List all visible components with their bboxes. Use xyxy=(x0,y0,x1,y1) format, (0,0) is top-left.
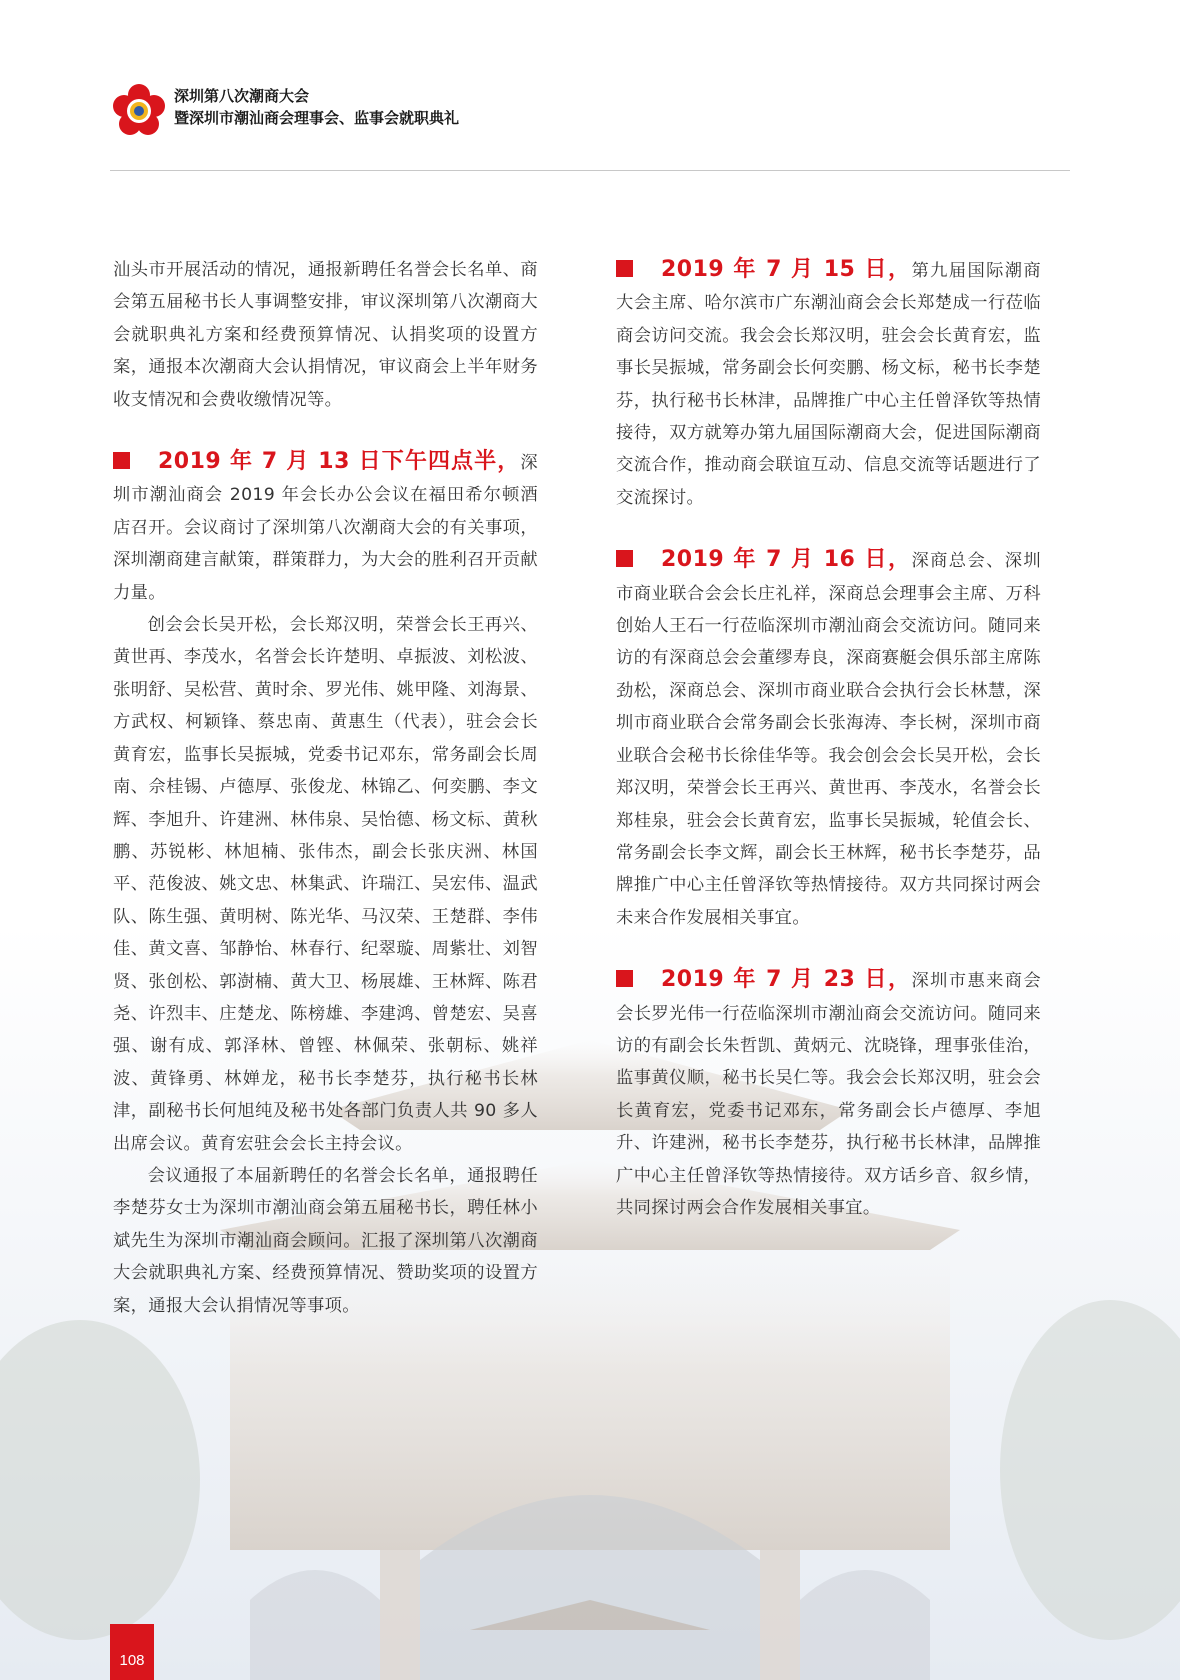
entry-text: 深商总会、深圳市商业联合会会长庄礼祥，深商总会理事会主席、万科创始人王石一行莅临深圳市潮汕商会交流访问。随同来访的有深商总会会董缪寿良，深商赛艇会俱乐部主席陈劲松，深商总会、深圳市商业联合会执行会长林慧，深圳市商业联合会常务副会长张海涛、李长树，深圳市商业联合会秘书长徐佳华等。我会创会会长吴开松，会长郑汉明，荣誉会长王再兴、黄世再、李茂水，名誉会长郑桂泉，驻会会长黄育宏，监事长吴振城，轮值会长、常务副会长李文辉，副会长王林辉，秘书长李楚芬，品牌推广中心主任曾泽钦等热情接待。双方共同探讨两会未来合作发展相关事宜。 xyxy=(616,551,1042,928)
entry-paragraph xyxy=(616,544,1041,934)
entry-paragraph-attendees: 创会会长吴开松，会长郑汉明，荣誉会长王再兴、黄世再、李茂水，名誉会长许楚明、卓振波、刘松波、张明舒、吴松营、黄时余、罗光伟、姚甲隆、刘海景、方武权、柯颖锋、蔡忠南、黄惠生（代表），驻会会长黄育宏，监事长吴振城，党委书记邓东，常务副会长周南、佘桂锡、卢德厚、张俊龙、林锦乙、何奕鹏、李文辉、李旭升、许建洲、林伟泉、吴怡德、杨文标、黄秋鹏、苏锐彬、林旭楠、张伟杰，副会长张庆洲、林国平、范俊波、姚文忠、林集武、许瑞江、吴宏伟、温武队、陈生强、黄明树、陈光华、马汉荣、王楚群、李伟佳、黄文喜、邹静怡、林春行、纪翠璇、周紫壮、刘智贤、张创松、郭澍楠、黄大卫、杨展雄、王林辉、陈君尧、许烈丰、庄楚龙、陈榜雄、李建鸿、曾楚宏、吴喜强、谢有成、郭泽林、曾铿、林佩荣、张朝标、姚祥波、黄锋勇、林婵龙，秘书长李楚芬，执行秘书长林津，副秘书长何旭纯及秘书处各部门负责人共 90 多人出席会议。黄育宏驻会会长主持会议。 xyxy=(113,615,538,1154)
entry-date: 2019 年 7 月 23 日， xyxy=(661,967,912,993)
red-square-bullet-icon xyxy=(616,550,633,567)
flower-logo-icon xyxy=(110,82,168,140)
entry-paragraph xyxy=(616,964,1041,1224)
news-entry-0713 xyxy=(113,446,538,1322)
entry-paragraph-summary: 会议通报了本届新聘任的名誉会长名单，通报聘任李楚芬女士为深圳市潮汕商会第五届秘书长，聘任林小斌先生为深圳市潮汕商会顾问。汇报了深圳第八次潮商大会就职典礼方案、经费预算情况、赞助奖项的设置方案，通报大会认捐情况等事项。 xyxy=(113,1165,538,1316)
entry-lead-paragraph xyxy=(113,446,538,609)
news-entry-0715 xyxy=(616,254,1041,514)
header-divider xyxy=(110,170,1070,171)
entry-lead-text: 深圳市潮汕商会 2019 年会长办公会议在福田希尔顿酒店召开。会议商讨了深圳第八次潮商大会的有关事项，深圳潮商建言献策，群策群力，为大会的胜利召开贡献力量。 xyxy=(113,453,538,603)
page-number-tab xyxy=(110,1624,154,1680)
left-column xyxy=(113,254,538,1352)
continued-paragraph-block xyxy=(113,254,538,416)
red-square-bullet-icon xyxy=(616,970,633,987)
header-title-line1: 深圳第八次潮商大会 xyxy=(174,87,310,105)
page-number: 108 xyxy=(119,1652,145,1669)
right-column xyxy=(616,254,1041,1254)
entry-date: 2019 年 7 月 13 日下午四点半， xyxy=(158,449,521,475)
red-square-bullet-icon xyxy=(616,260,633,277)
entry-text: 第九届国际潮商大会主席、哈尔滨市广东潮汕商会会长郑楚成一行莅临商会访问交流。我会会长郑汉明，驻会会长黄育宏，监事长吴振城，常务副会长何奕鹏、杨文标，秘书长李楚芬，执行秘书长林津，品牌推广中心主任曾泽钦等热情接待，双方就筹办第九届国际潮商大会，促进国际潮商交流合作，推动商会联谊互动、信息交流等话题进行了交流探讨。 xyxy=(616,261,1042,508)
news-entry-0723 xyxy=(616,964,1041,1224)
entry-date: 2019 年 7 月 16 日， xyxy=(661,547,912,573)
header-title-line2: 暨深圳市潮汕商会理事会、监事会就职典礼 xyxy=(174,109,460,127)
entry-paragraph xyxy=(616,254,1041,514)
entry-date: 2019 年 7 月 15 日， xyxy=(661,257,912,282)
header-title xyxy=(174,85,459,129)
news-entry-0716 xyxy=(616,544,1041,934)
entry-text: 深圳市惠来商会会长罗光伟一行莅临深圳市潮汕商会交流访问。随同来访的有副会长朱哲凯、黄炳元、沈晓锋，理事张佳治，监事黄仪顺，秘书长吴仁等。我会会长郑汉明，驻会会长黄育宏，党委书记邓东，常务副会长卢德厚、李旭升、许建洲，秘书长李楚芬，执行秘书长林津，品牌推广中心主任曾泽钦等热情接待。双方话乡音、叙乡情，共同探讨两会合作发展相关事宜。 xyxy=(616,971,1042,1218)
page-header xyxy=(110,80,1070,170)
continued-paragraph: 汕头市开展活动的情况，通报新聘任名誉会长名单、商会第五届秘书长人事调整安排，审议深圳第八次潮商大会就职典礼方案和经费预算情况、认捐奖项的设置方案，通报本次潮商大会认捐情况，审议商会上半年财务收支情况和会费收缴情况等。 xyxy=(113,260,538,410)
red-square-bullet-icon xyxy=(113,452,130,469)
